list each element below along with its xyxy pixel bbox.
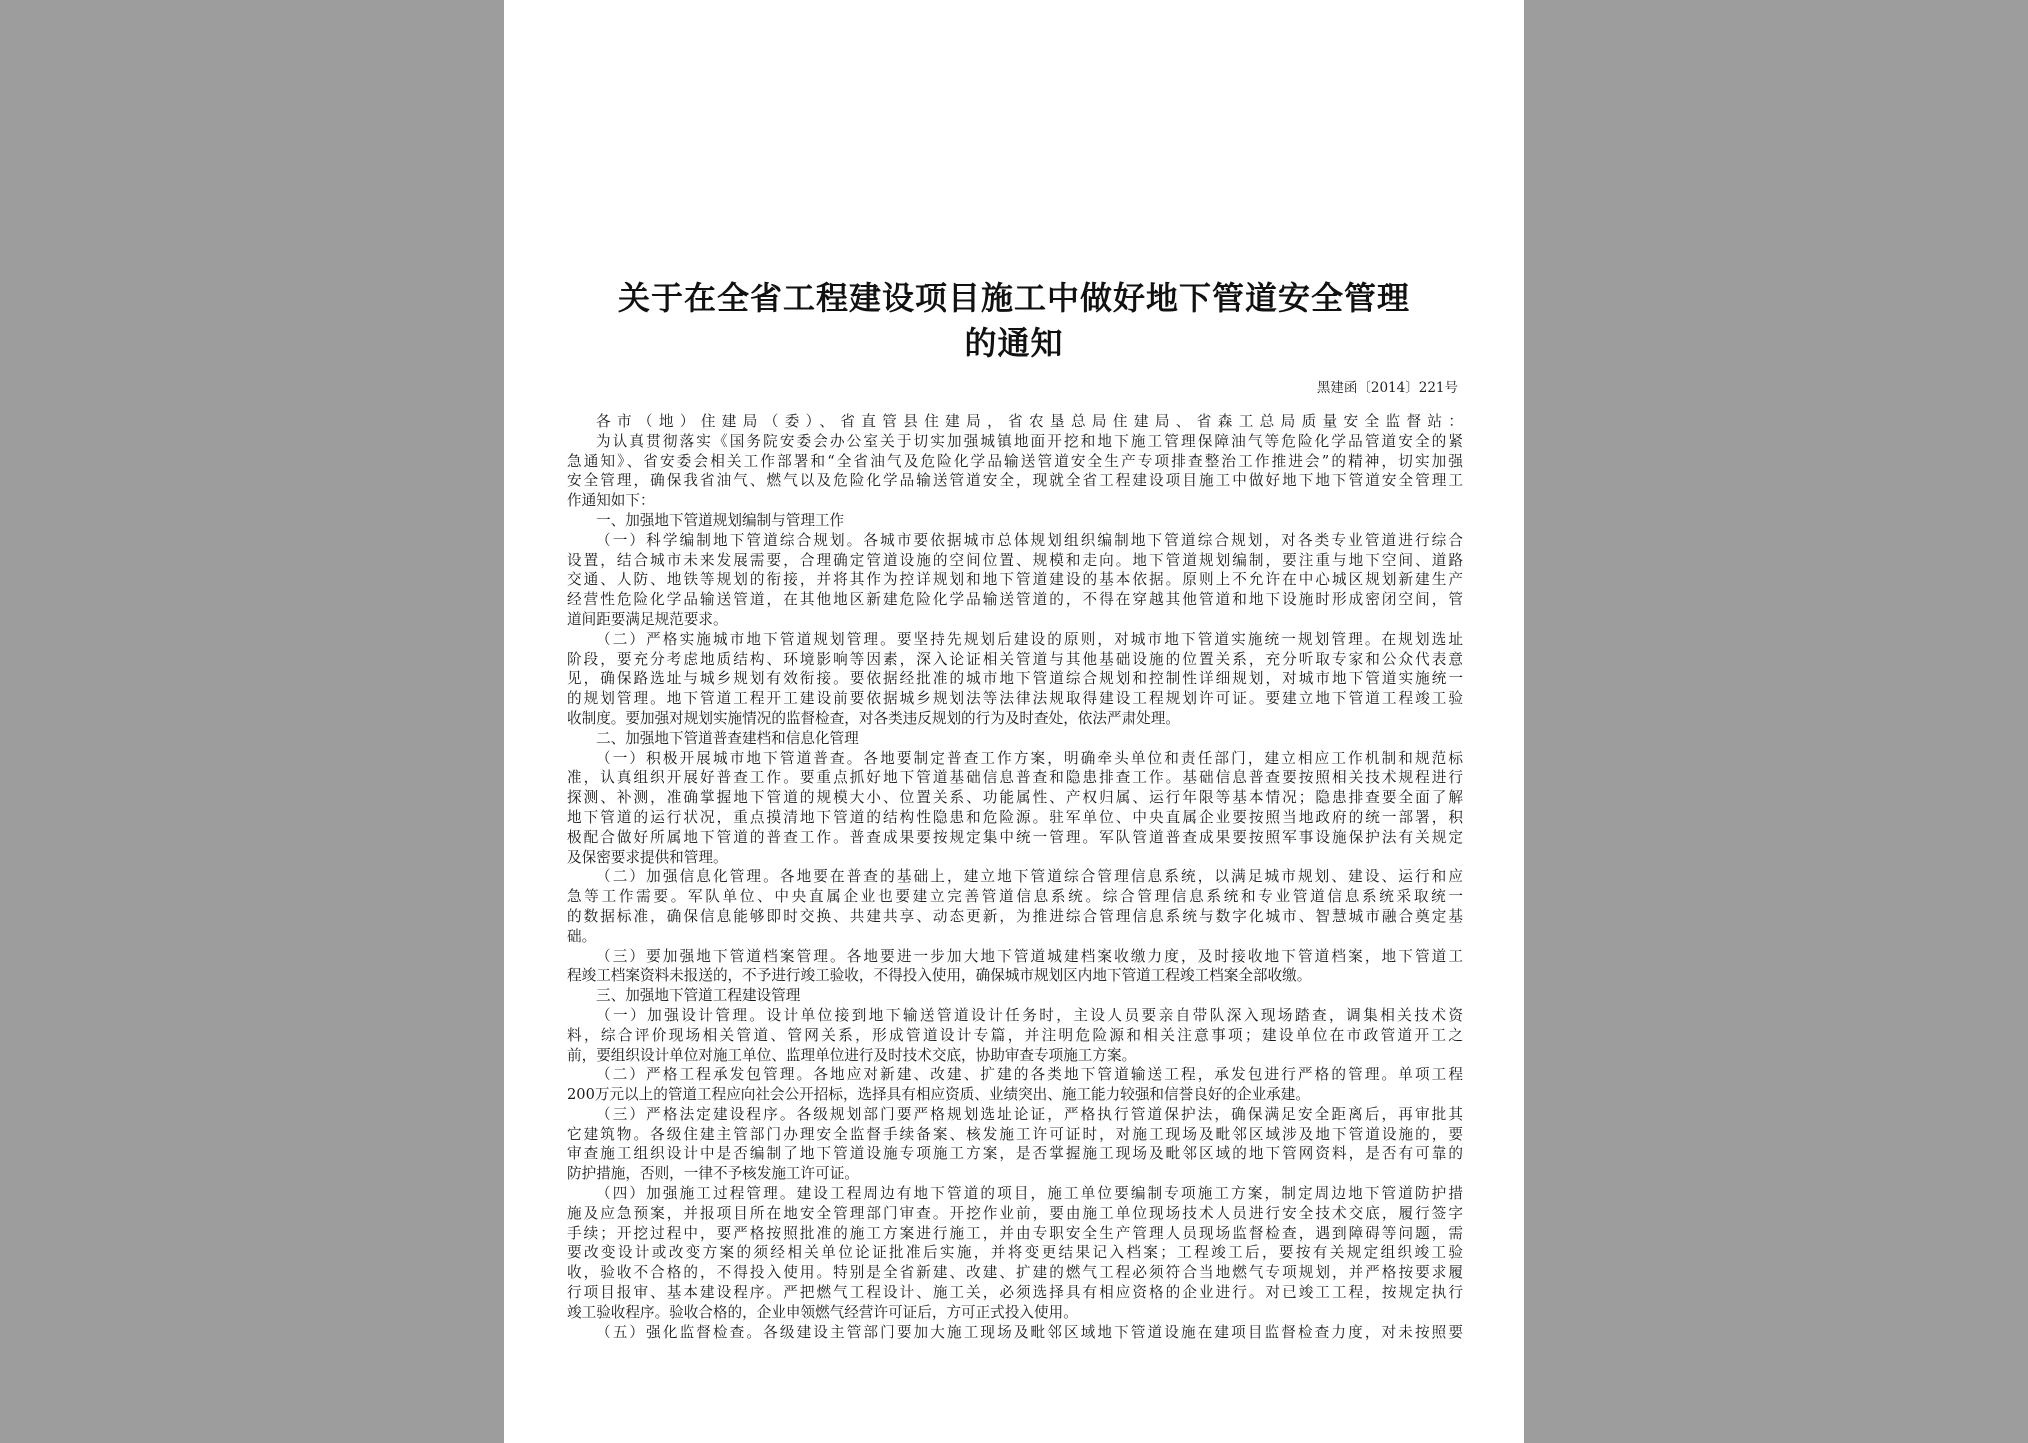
document-title-line-2: 的通知 xyxy=(964,324,1064,362)
document-body xyxy=(567,412,1463,1342)
text-line: 要改变设计或改变方案的须经相关单位论证批准后实施，并将变更结果记入档案；工程竣工后，要按有关规定组织竣工验 xyxy=(567,1244,1463,1262)
text-line: （三）要加强地下管道档案管理。各地要进一步加大地下管道城建档案收缴力度，及时接收地下管道档案，地下管道工 xyxy=(596,947,1463,965)
text-line: 及保密要求提供和管理。 xyxy=(567,848,728,866)
text-line: 它建筑物。各级住建主管部门办理安全监督手续备案、核发施工许可证时，对施工现场及毗邻区域涉及地下管道设施的，要 xyxy=(567,1125,1463,1143)
text-line: （二）严格工程承发包管理。各地应对新建、改建、扩建的各类地下管道输送工程，承发包进行严格的管理。单项工程 xyxy=(596,1066,1463,1084)
text-line: （二）严格实施城市地下管道规划管理。要坚持先规划后建设的原则，对城市地下管道实施统一规划管理。在规划选址 xyxy=(596,630,1463,648)
document-number: 黑建函〔2014〕221号 xyxy=(1316,380,1458,396)
text-line: 见，确保路选址与城乡规划有效衔接。要依据经批准的城市地下管道综合规划和控制性详细规划，对城市地下管道实施统一 xyxy=(567,670,1463,688)
text-line: 设置，结合城市未来发展需要，合理确定管道设施的空间位置、规模和走向。地下管道规划编制，要注重与地下空间、道路 xyxy=(567,551,1463,569)
text-line: 交通、人防、地铁等规划的衔接，并将其作为控详规划和地下管道建设的基本依据。原则上不允许在中心城区规划新建生产 xyxy=(567,571,1463,589)
text-line: 道间距要满足规范要求。 xyxy=(567,610,728,628)
text-line: 作通知如下： xyxy=(567,492,655,510)
text-line: 探测、补测，准确掌握地下管道的规模大小、位置关系、功能属性、产权归属、运行年限等基本情况；隐患排查要全面了解 xyxy=(567,789,1463,807)
text-line: 施及应急预案，并报项目所在地安全管理部门审查。开挖作业前，要由施工单位现场技术人员进行安全技术交底，履行签字 xyxy=(567,1204,1463,1222)
text-line: 为认真贯彻落实《国务院安委会办公室关于切实加强城镇地面开挖和地下施工管理保障油气等危险化学品管道安全的紧 xyxy=(596,432,1463,450)
text-line: （三）严格法定建设程序。各级规划部门要严格规划选址论证，严格执行管道保护法，确保满足安全距离后，再审批其 xyxy=(596,1105,1463,1123)
text-line: （一）科学编制地下管道综合规划。各城市要依据城市总体规划组织编制地下管道综合规划，对各类专业管道进行综合 xyxy=(596,531,1463,549)
text-line: 前，要组织设计单位对施工单位、监理单位进行及时技术交底，协助审查专项施工方案。 xyxy=(567,1046,1137,1064)
text-line: 防护措施，否则，一律不予核发施工许可证。 xyxy=(567,1165,859,1183)
text-line: 准，认真组织开展好普查工作。要重点抓好地下管道基础信息普查和隐患排查工作。基础信息普查要按照相关技术规程进行 xyxy=(567,769,1463,787)
text-line: 急通知》、省安委会相关工作部署和“全省油气及危险化学品输送管道安全生产专项排查整治工作推进会”的精神，切实加强 xyxy=(567,452,1463,470)
section-heading: 三、加强地下管道工程建设管理 xyxy=(596,987,801,1005)
text-line: 极配合做好所属地下管道的普查工作。普查成果要按规定集中统一管理。军队管道普查成果要按照军事设施保护法有关规定 xyxy=(567,828,1463,846)
text-line: 安全管理，确保我省油气、燃气以及危险化学品输送管道安全，现就全省工程建设项目施工中做好地下地下管道安全管理工 xyxy=(567,472,1463,490)
text-line: 审查施工组织设计中是否编制了地下管道设施专项施工方案，是否掌握施工现场及毗邻区域的地下管网资料，是否有可靠的 xyxy=(567,1145,1463,1163)
text-line: 础。 xyxy=(567,927,597,945)
text-line: 经营性危险化学品输送管道，在其他地区新建危险化学品输送管道的，不得在穿越其他管道和地下设施时形成密闭空间，管 xyxy=(567,591,1463,609)
text-line: 各市（地）住建局（委）、省直管县住建局，省农垦总局住建局、省森工总局质量安全监督站： xyxy=(596,413,1463,430)
text-line: 急等工作需要。军队单位、中央直属企业也要建立完善管道信息系统。综合管理信息系统和专业管道信息系统采取统一 xyxy=(567,888,1463,906)
text-line: （五）强化监督检查。各级建设主管部门要加大施工现场及毗邻区域地下管道设施在建项目监督检查力度，对未按照要 xyxy=(596,1323,1463,1341)
text-line: 程竣工档案资料未报送的，不予进行竣工验收，不得投入使用，确保城市规划区内地下管道工程竣工档案全部收缴。 xyxy=(567,967,1312,985)
document-page xyxy=(504,0,1524,1443)
text-line: 收，验收不合格的，不得投入使用。特别是全省新建、改建、扩建的燃气工程必须符合当地燃气专项规划，并严格按要求履 xyxy=(567,1264,1463,1282)
text-line: （四）加强施工过程管理。建设工程周边有地下管道的项目，施工单位要编制专项施工方案，制定周边地下管道防护措 xyxy=(596,1185,1463,1203)
text-line: 行项目报审、基本建设程序。严把燃气工程设计、施工关，必须选择具有相应资格的企业进行。对已竣工工程，按规定执行 xyxy=(567,1284,1463,1302)
text-line: 的规划管理。地下管道工程开工建设前要依据城乡规划法等法律法规取得建设工程规划许可证。要建立地下管道工程竣工验 xyxy=(567,690,1463,708)
section-heading: 二、加强地下管道普查建档和信息化管理 xyxy=(596,729,859,747)
document-title-line-1: 关于在全省工程建设项目施工中做好地下管道安全管理 xyxy=(617,279,1410,317)
text-line: （二）加强信息化管理。各地要在普查的基础上，建立地下管道综合管理信息系统，以满足城市规划、建设、运行和应 xyxy=(596,868,1463,886)
text-line: 手续；开挖过程中，要严格按照批准的施工方案进行施工，并由专职安全生产管理人员现场监督检查，遇到障碍等问题，需 xyxy=(567,1224,1463,1242)
text-line: （一）加强设计管理。设计单位接到地下输送管道设计任务时，主设人员要亲自带队深入现场踏查，调集相关技术资 xyxy=(596,1006,1463,1024)
text-line: 地下管道的运行状况，重点摸清地下管道的结构性隐患和危险源。驻军单位、中央直属企业要按照当地政府的统一部署，积 xyxy=(567,808,1463,826)
section-heading: 一、加强地下管道规划编制与管理工作 xyxy=(596,511,845,529)
text-line: 的数据标准，确保信息能够即时交换、共建共享、动态更新，为推进综合管理信息系统与数字化城市、智慧城市融合奠定基 xyxy=(567,907,1463,925)
text-line: 料，综合评价现场相关管道、管网关系，形成管道设计专篇，并注明危险源和相关注意事项；建设单位在市政管道开工之 xyxy=(567,1026,1463,1044)
text-line: 竣工验收程序。验收合格的，企业申领燃气经营许可证后，方可正式投入使用。 xyxy=(567,1303,1078,1321)
text-line: 200万元以上的管道工程应向社会公开招标，选择具有相应资质、业绩突出、施工能力较强和信誉良好的企业承建。 xyxy=(567,1086,1310,1104)
text-line: 阶段，要充分考虑地质结构、环境影响等因素，深入论证相关管道与其他基础设施的位置关系，充分听取专家和公众代表意 xyxy=(567,650,1463,668)
text-line: 收制度。要加强对规划实施情况的监督检查，对各类违反规划的行为及时查处，依法严肃处理。 xyxy=(567,709,1180,727)
text-line: （一）积极开展城市地下管道普查。各地要制定普查工作方案，明确牵头单位和责任部门，建立相应工作机制和规范标 xyxy=(596,749,1463,767)
